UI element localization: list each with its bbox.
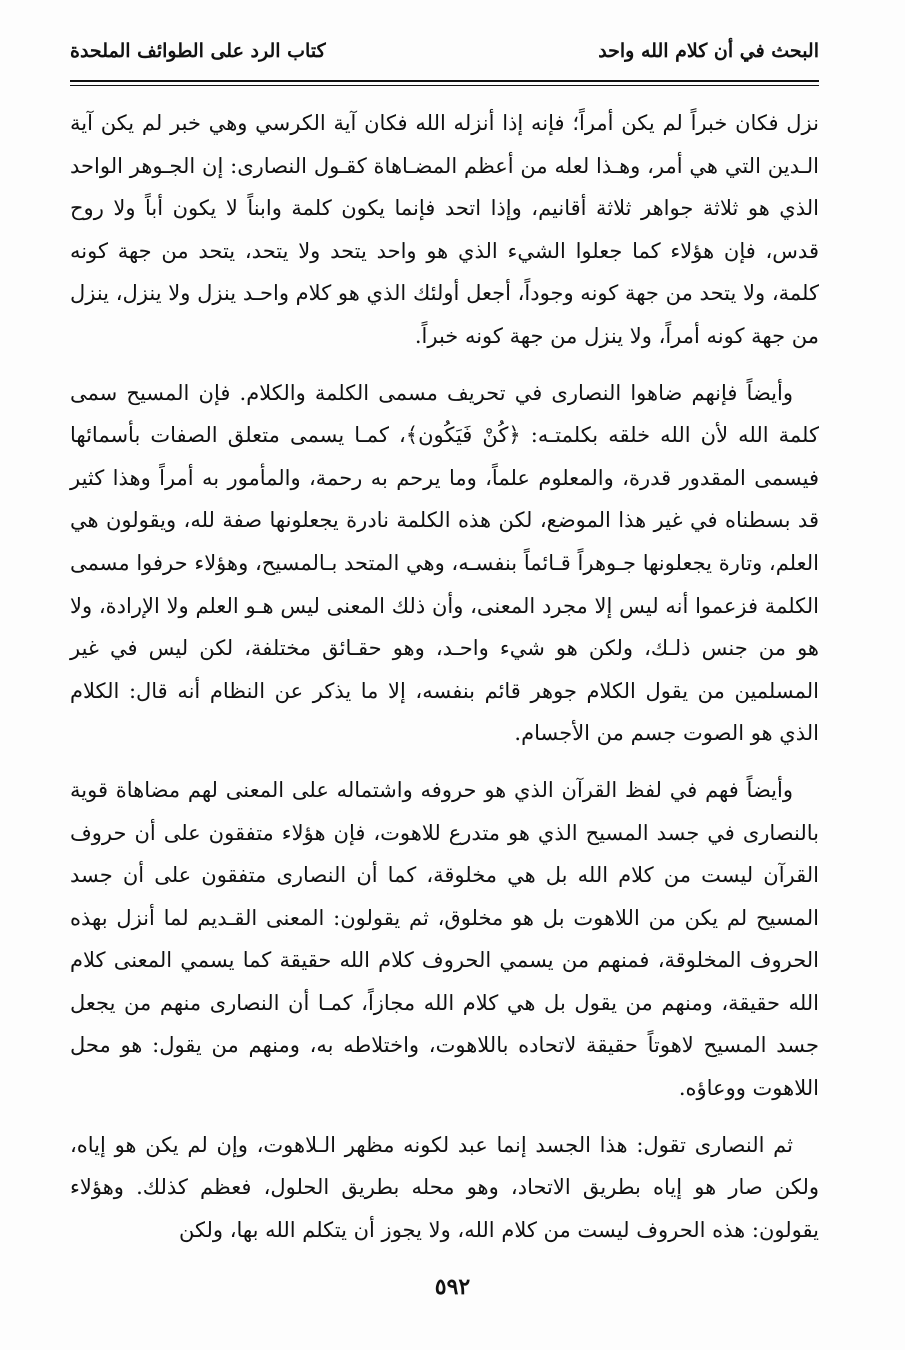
page-body [70,102,819,1265]
paragraph: وأيضاً فهم في لفظ القرآن الذي هو حروفه واشتماله على المعنى لهم مضاهاة قوية بالنصارى في جسد المسيح الذي هو متدرع للاهوت، فإن هؤلاء متفقون على أن حروف القرآن ليست من كلام الله بل هي مخلوقة، كما أن النصارى متفقون على أن جسد المسيح لم يكن من اللاهوت بل هو مخلوق، ثم يقولون: المعنى القـديم لما أنزل بهذه الحروف المخلوقة، فمنهم من يسمي الحروف كلام الله حقيقة كما يسمي المعنى كلام الله حقيقة، ومنهم من يقول بل هي كلام الله مجازاً، كمـا أن النصارى منهم من يجعل جسد المسيح لاهوتاً حقيقة لاتحاده باللاهوت، واختلاطه به، ومنهم من يقول: هو محل اللاهوت ووعاؤه. [70,777,820,1101]
chapter-title: البحث في أن كلام الله واحد [598,40,819,62]
paragraph: ثم النصارى تقول: هذا الجسد إنما عبد لكونه مظهر الـلاهوت، وإن لم يكن هو إياه، ولكن صار هو إياه بطريق الاتحاد، وهو محله بطريق الحلول، فعظم كذلك. وهؤلاء يقولون: هذه الحروف ليست من كلام الله، ولا يجوز أن يتكلم الله بها، ولكن [70,1132,819,1242]
paragraph: نزل فكان خبراً لم يكن أمراً؛ فإنه إذا أنزله الله فكان آية الكرسي وهي خبر لم يكن آية الـدين التي هي أمر، وهـذا لعله من أعظم المضـاهاة كقـول النصارى: إن الجـوهر الواحد الذي هو ثلاثة جواهر ثلاثة أقانيم، وإذا اتحد فإنما يكون كلمة وابناً لا يكون أباً ولا روح قدس، فإن هؤلاء كما جعلوا الشيء الذي هو واحد يتحد ولا يتحد، يتحد من جهة كونه كلمة، ولا يتحد من جهة كونه وجوداً، أجعل أولئك الذي هو كلام واحـد ينزل ولا ينزل، ينزل من جهة كونه أمراً، ولا ينزل من جهة كونه خبراً. [70,111,819,348]
paragraph: وأيضاً فإنهم ضاهوا النصارى في تحريف مسمى الكلمة والكلام. فإن المسيح سمى كلمة الله لأن الله خلقه بكلمتـه: ﴿كُنْ فَيَكُون﴾، كمـا يسمى متعلق الصفات بأسمائها فيسمى المقدور قدرة، والمعلوم علماً، وما يرحم به رحمة، والمأمور به أمراً وهذا كثير قد بسطناه في غير هذا الموضع، لكن هذه الكلمة نادرة يجعلونها صفة لله، ويقولون هي العلم، وتارة يجعلونها جـوهراً قـائماً بنفسـه، وهي المتحد بـالمسيح، وهؤلاء حرفوا مسمى الكلمة فزعموا أنه ليس إلا مجرد المعنى، وأن ذلك المعنى ليس هـو العلم ولا الإرادة، ولا هو من جنس ذلـك، ولكن هو شيء واحـد، وهو حقـائق مختلفة، لكن ليس في غير المسلمين من يقول الكلام جوهر قائم بنفسه، إلا ما يذكر عن النظام أنه قال: الكلام الذي هو الصوت جسم من الأجسام. [70,380,819,746]
book-title: كتاب الرد على الطوائف الملحدة [70,40,326,62]
page-number: ٥٩٢ [434,1274,471,1300]
header-rule-thin [70,85,819,86]
header-rule-thick [70,80,819,82]
running-header [70,36,819,76]
